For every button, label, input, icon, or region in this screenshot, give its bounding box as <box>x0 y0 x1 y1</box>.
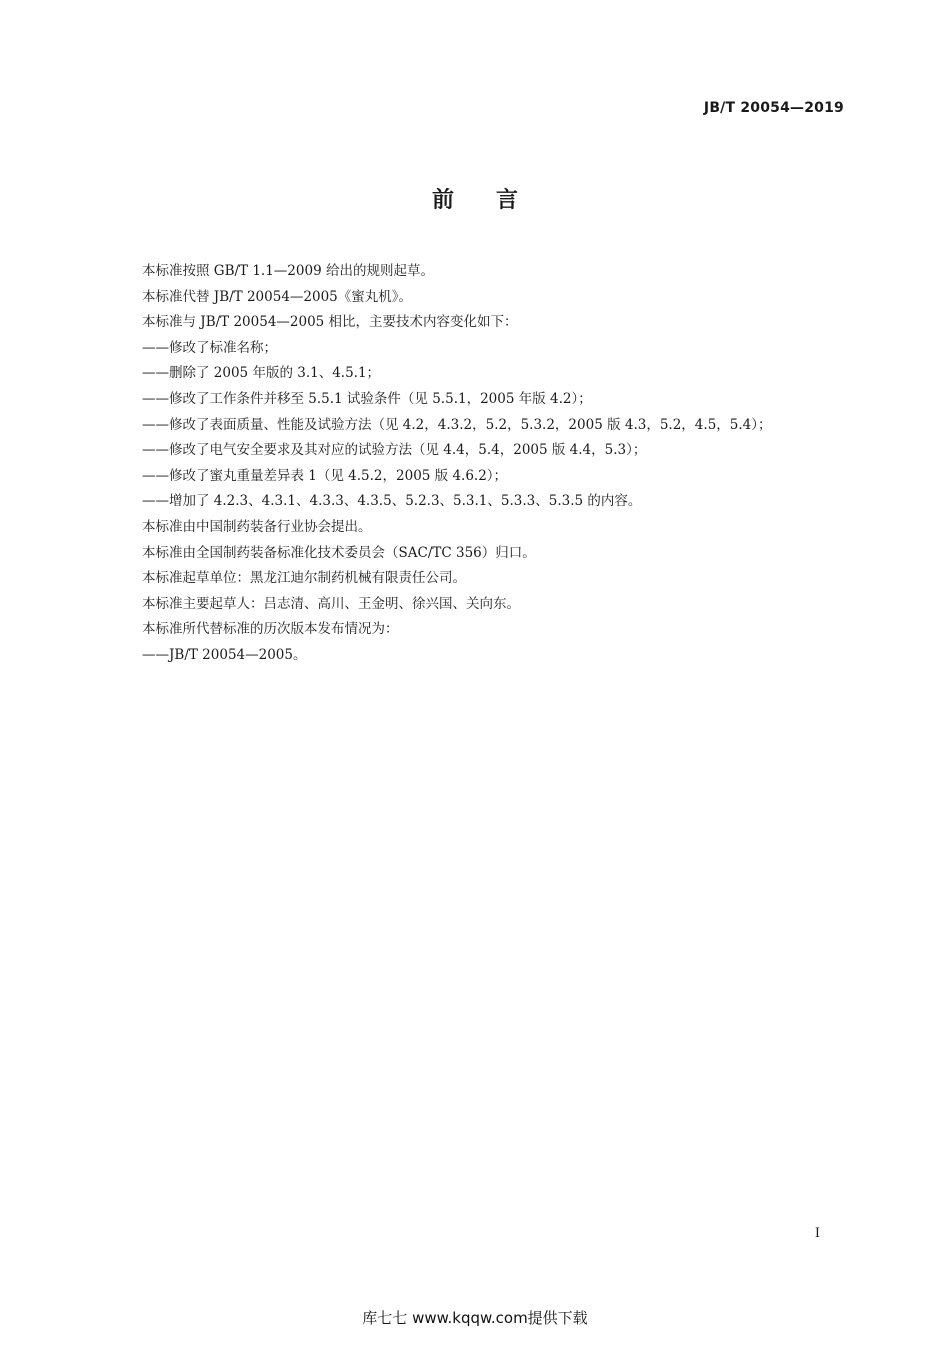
paragraph-line: 本标准与 JB/T 20054—2005 相比，主要技术内容变化如下： <box>142 314 518 331</box>
paragraph-line: 本标准起草单位：黑龙江迪尔制药机械有限责任公司。 <box>142 570 466 587</box>
document-code: JB/T 20054—2019 <box>703 100 844 116</box>
paragraph-line: 本标准按照 GB/T 1.1—2009 给出的规则起草。 <box>142 263 434 279</box>
list-item: ——修改了表面质量、性能及试验方法（见 4.2，4.3.2，5.2，5.3.2，2005 版 4.3，5.2，4.5，5.4）； <box>142 416 772 433</box>
paragraph-line: 本标准由全国制药装备标准化技术委员会（SAC/TC 356）归口。 <box>142 544 536 561</box>
list-item: ——增加了 4.2.3、4.3.1、4.3.3、4.3.5、5.2.3、5.3.1、5.3.3、5.3.5 的内容。 <box>142 493 642 510</box>
list-item: ——JB/T 20054—2005。 <box>142 646 307 663</box>
list-item: ——修改了工作条件并移至 5.5.1 试验条件（见 5.5.1，2005 年版 4.2）； <box>142 390 592 407</box>
page-title: 前言 <box>431 188 560 213</box>
page-number: I <box>814 1226 820 1241</box>
download-footer: 库七七 www.kqqw.com提供下载 <box>362 1309 588 1327</box>
list-item: ——修改了电气安全要求及其对应的试验方法（见 4.4，5.4，2005 版 4.4，5.3）； <box>142 442 647 459</box>
foreword-body <box>142 259 842 669</box>
list-item: ——修改了标准名称； <box>142 339 277 356</box>
list-item: ——修改了蜜丸重量差异表 1（见 4.5.2，2005 版 4.6.2）； <box>142 467 508 484</box>
paragraph-line: 本标准由中国制药装备行业协会提出。 <box>142 518 372 535</box>
paragraph-line: 本标准主要起草人：吕志清、高川、王金明、徐兴国、关向东。 <box>142 595 520 612</box>
paragraph-line: 本标准所代替标准的历次版本发布情况为： <box>142 621 399 638</box>
paragraph-line: 本标准代替 JB/T 20054—2005《蜜丸机》。 <box>142 288 413 305</box>
list-item: ——删除了 2005 年版的 3.1、4.5.1； <box>142 365 381 382</box>
